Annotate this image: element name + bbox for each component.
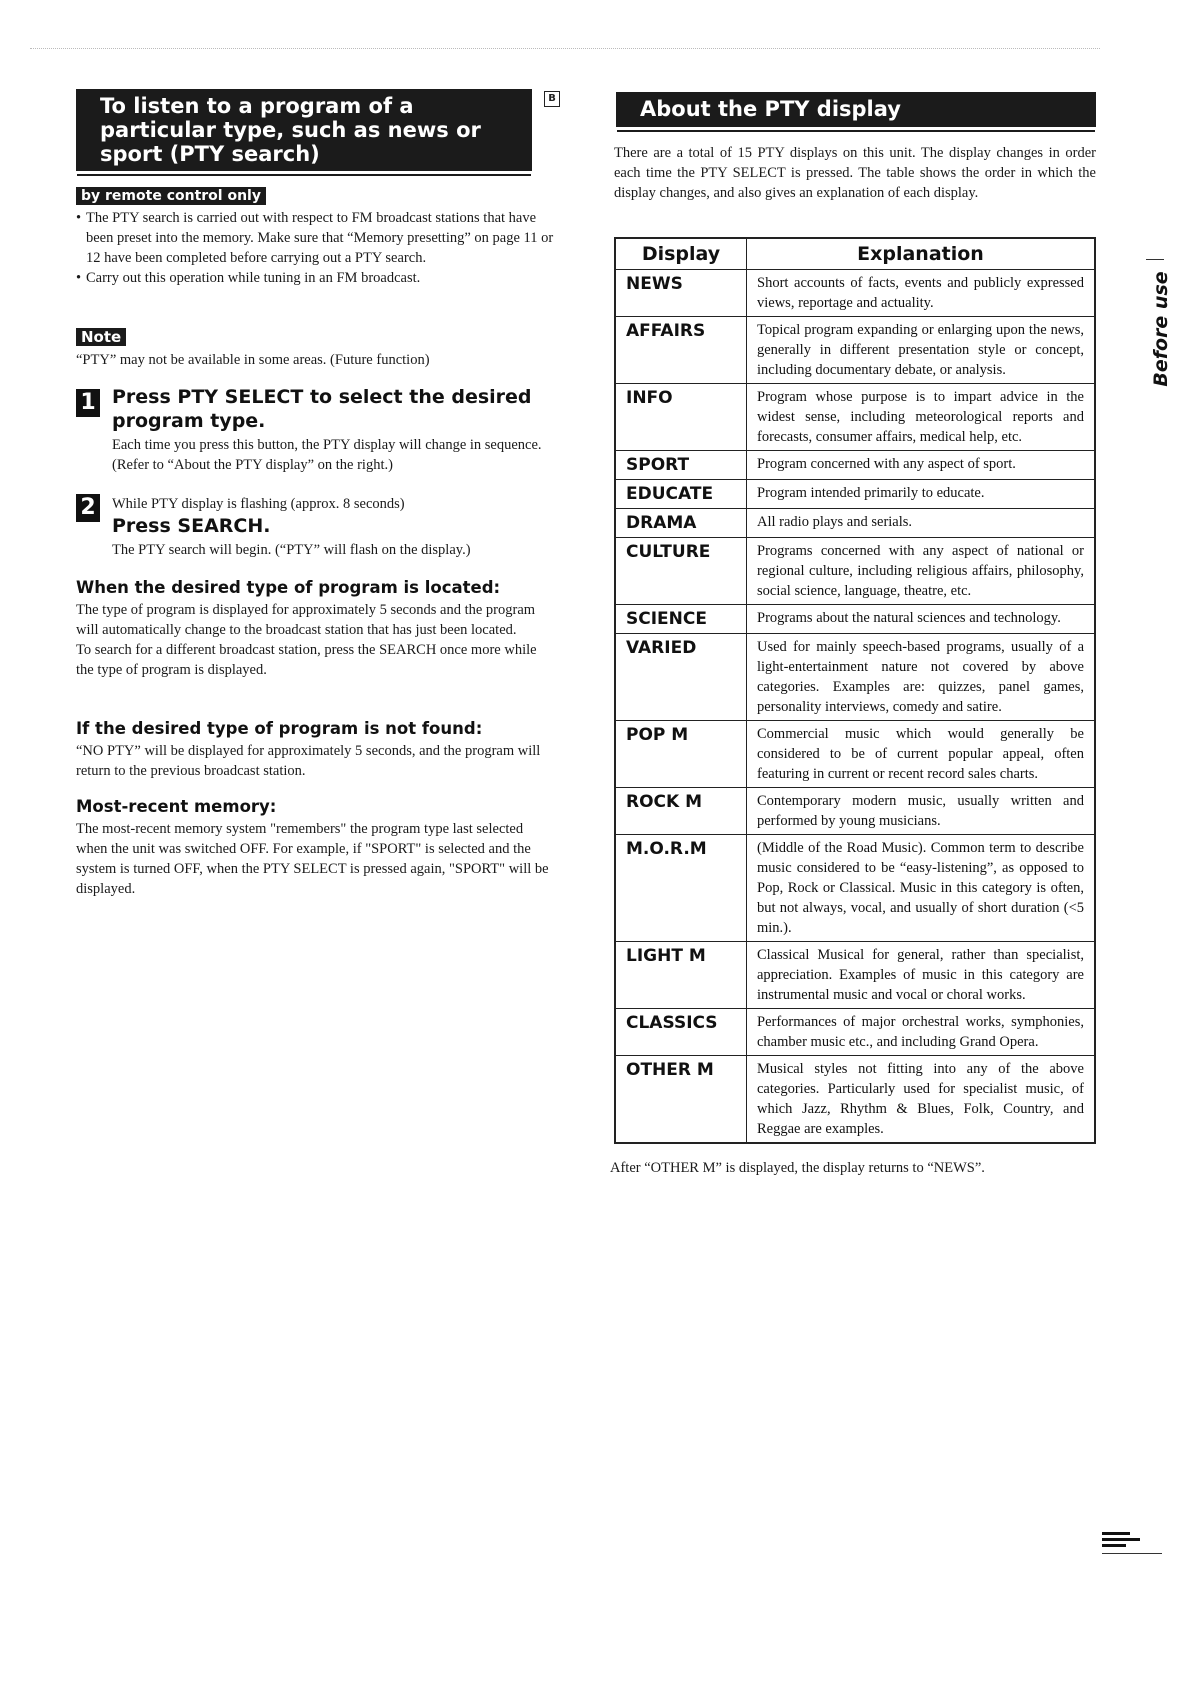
located-paragraph-2: To search for a different broadcast station, press the SEARCH once more while the type of program is displayed. (76, 642, 537, 678)
explanation-cell: Performances of major orchestral works, symphonies, chamber music etc., and including Grand Opera. (747, 1009, 1096, 1056)
explanation-cell: Musical styles not fitting into any of the above categories. Particularly used for specialist music, of which Jazz, Rhythm & Blues, Folk, Country, and Reggae are examples. (747, 1056, 1096, 1144)
step-2-condition: While PTY display is flashing (approx. 8 seconds) (112, 496, 405, 512)
pty-intro: There are a total of 15 PTY displays on this unit. The display changes in order each time the PTY SELECT is pressed. The table shows the order in which the display changes, and also gives an explanation of each display. (614, 145, 1096, 201)
table-row (615, 480, 1095, 509)
bullet-icon: • (76, 210, 82, 226)
display-cell: SPORT (615, 451, 747, 480)
explanation-cell: Short accounts of facts, events and publicly expressed views, reportage and actuality. (747, 270, 1096, 317)
located-text (76, 600, 556, 680)
language-tab-icon (1102, 1532, 1162, 1557)
table-row (615, 1009, 1095, 1056)
display-cell: SCIENCE (615, 605, 747, 634)
explanation-cell: Program whose purpose is to impart advice in the widest sense, including meteorological reports and forecasts, consumer affairs, medical help, etc. (747, 384, 1096, 451)
located-paragraph-1: The type of program is displayed for approximately 5 seconds and the program will automatically change to the broadcast station that has just been located. (76, 602, 536, 638)
table-row (615, 1056, 1095, 1144)
not-found-heading: If the desired type of program is not found: (76, 719, 483, 738)
display-cell: NEWS (615, 270, 747, 317)
table-row (615, 835, 1095, 942)
display-cell: OTHER M (615, 1056, 747, 1144)
table-row (615, 634, 1095, 721)
display-cell: AFFAIRS (615, 317, 747, 384)
table-row (615, 605, 1095, 634)
located-heading: When the desired type of program is located: (76, 578, 501, 597)
explanation-cell: Contemporary modern music, usually written and performed by young musicians. (747, 788, 1096, 835)
pty-footer-note: After “OTHER M” is displayed, the display returns to “NEWS”. (610, 1160, 985, 1176)
side-rule (1146, 259, 1164, 260)
display-cell: VARIED (615, 634, 747, 721)
display-cell: DRAMA (615, 509, 747, 538)
note-label: Note (76, 328, 126, 346)
bullet-item (76, 268, 556, 288)
explanation-cell: All radio plays and serials. (747, 509, 1096, 538)
bullet-item (76, 208, 556, 268)
bullet-text: The PTY search is carried out with respect to FM broadcast stations that have been preset into the memory. Make sure that “Memory presetting” on page 11 or 12 have been completed before carrying out a PTY search. (86, 210, 554, 266)
explanation-cell: Program intended primarily to educate. (747, 480, 1096, 509)
display-cell: POP M (615, 721, 747, 788)
step-2-text: The PTY search will begin. (“PTY” will flash on the display.) (112, 542, 471, 558)
column-header-explanation: Explanation (747, 238, 1096, 270)
step-1-text: Each time you press this button, the PTY display will change in sequence. (Refer to “About the PTY display” on the right.) (112, 437, 542, 473)
explanation-cell: Programs concerned with any aspect of national or regional culture, including religious affairs, philosophy, social science, language, theatre, etc. (747, 538, 1096, 605)
explanation-cell: Used for mainly speech-based programs, usually of a light-entertainment nature not covered by above categories. Examples are: quizzes, panel games, personality interviews, comedy and satire. (747, 634, 1096, 721)
table-row (615, 721, 1095, 788)
display-cell: M.O.R.M (615, 835, 747, 942)
step-1-title: Press PTY SELECT to select the desired program type. (112, 386, 532, 432)
step-2-number: 2 (76, 494, 100, 522)
side-label-text: Before use (1150, 271, 1172, 387)
step-1-number: 1 (76, 389, 100, 417)
display-cell: EDUCATE (615, 480, 747, 509)
explanation-cell: Program concerned with any aspect of sport. (747, 451, 1096, 480)
display-cell: INFO (615, 384, 747, 451)
remote-only-tag (76, 187, 266, 205)
explanation-cell: Classical Musical for general, rather than specialist, appreciation. Examples of music in this category are instrumental music and vocal or choral works. (747, 942, 1096, 1009)
scan-edge-line (30, 48, 1100, 49)
table-row (615, 317, 1095, 384)
memory-text: The most-recent memory system "remembers" the program type last selected when the unit was switched OFF. For example, if "SPORT" is selected and the system is turned OFF, when the PTY SELECT is pressed again, "SPORT" will be displayed. (76, 821, 549, 897)
table-row (615, 384, 1095, 451)
pty-table (614, 237, 1096, 1144)
table-row (615, 509, 1095, 538)
intro-bullets (76, 208, 556, 288)
display-cell: CULTURE (615, 538, 747, 605)
display-cell: LIGHT M (615, 942, 747, 1009)
display-cell: ROCK M (615, 788, 747, 835)
bullet-icon: • (76, 270, 82, 286)
explanation-cell: Topical program expanding or enlarging upon the news, generally in different presentation style or concept, including documentary debate, or analysis. (747, 317, 1096, 384)
memory-heading: Most-recent memory: (76, 797, 277, 816)
bullet-text: Carry out this operation while tuning in an FM broadcast. (86, 270, 421, 286)
remote-only-label: by remote control only (76, 187, 266, 205)
column-header-display: Display (615, 238, 747, 270)
table-row (615, 270, 1095, 317)
section-title: To listen to a program of a particular type, such as news or sport (PTY search) (100, 94, 481, 166)
section-title: About the PTY display (640, 97, 901, 121)
table-header-row (615, 238, 1095, 270)
table-row (615, 788, 1095, 835)
section-banner-pty-search (76, 89, 532, 171)
table-row (615, 538, 1095, 605)
not-found-text: “NO PTY” will be displayed for approximately 5 seconds, and the program will return to the previous broadcast station. (76, 743, 541, 779)
explanation-cell: Commercial music which would generally be considered to be of current popular appeal, often featuring in current or recent record sales charts. (747, 721, 1096, 788)
explanation-cell: (Middle of the Road Music). Common term to describe music considered to be “easy-listening”, as opposed to Pop, Rock or Classical. Music in this category is often, but not always, vocal, and usually of short duration (<5 min.). (747, 835, 1096, 942)
section-side-label (1146, 270, 1176, 400)
table-row (615, 942, 1095, 1009)
model-badge: B (544, 91, 560, 107)
section-banner-pty-display (616, 92, 1096, 127)
table-row (615, 451, 1095, 480)
note-text: “PTY” may not be available in some areas. (Future function) (76, 352, 430, 368)
step-2-title: Press SEARCH. (112, 515, 271, 537)
display-cell: CLASSICS (615, 1009, 747, 1056)
explanation-cell: Programs about the natural sciences and technology. (747, 605, 1096, 634)
note-tag (76, 328, 126, 347)
